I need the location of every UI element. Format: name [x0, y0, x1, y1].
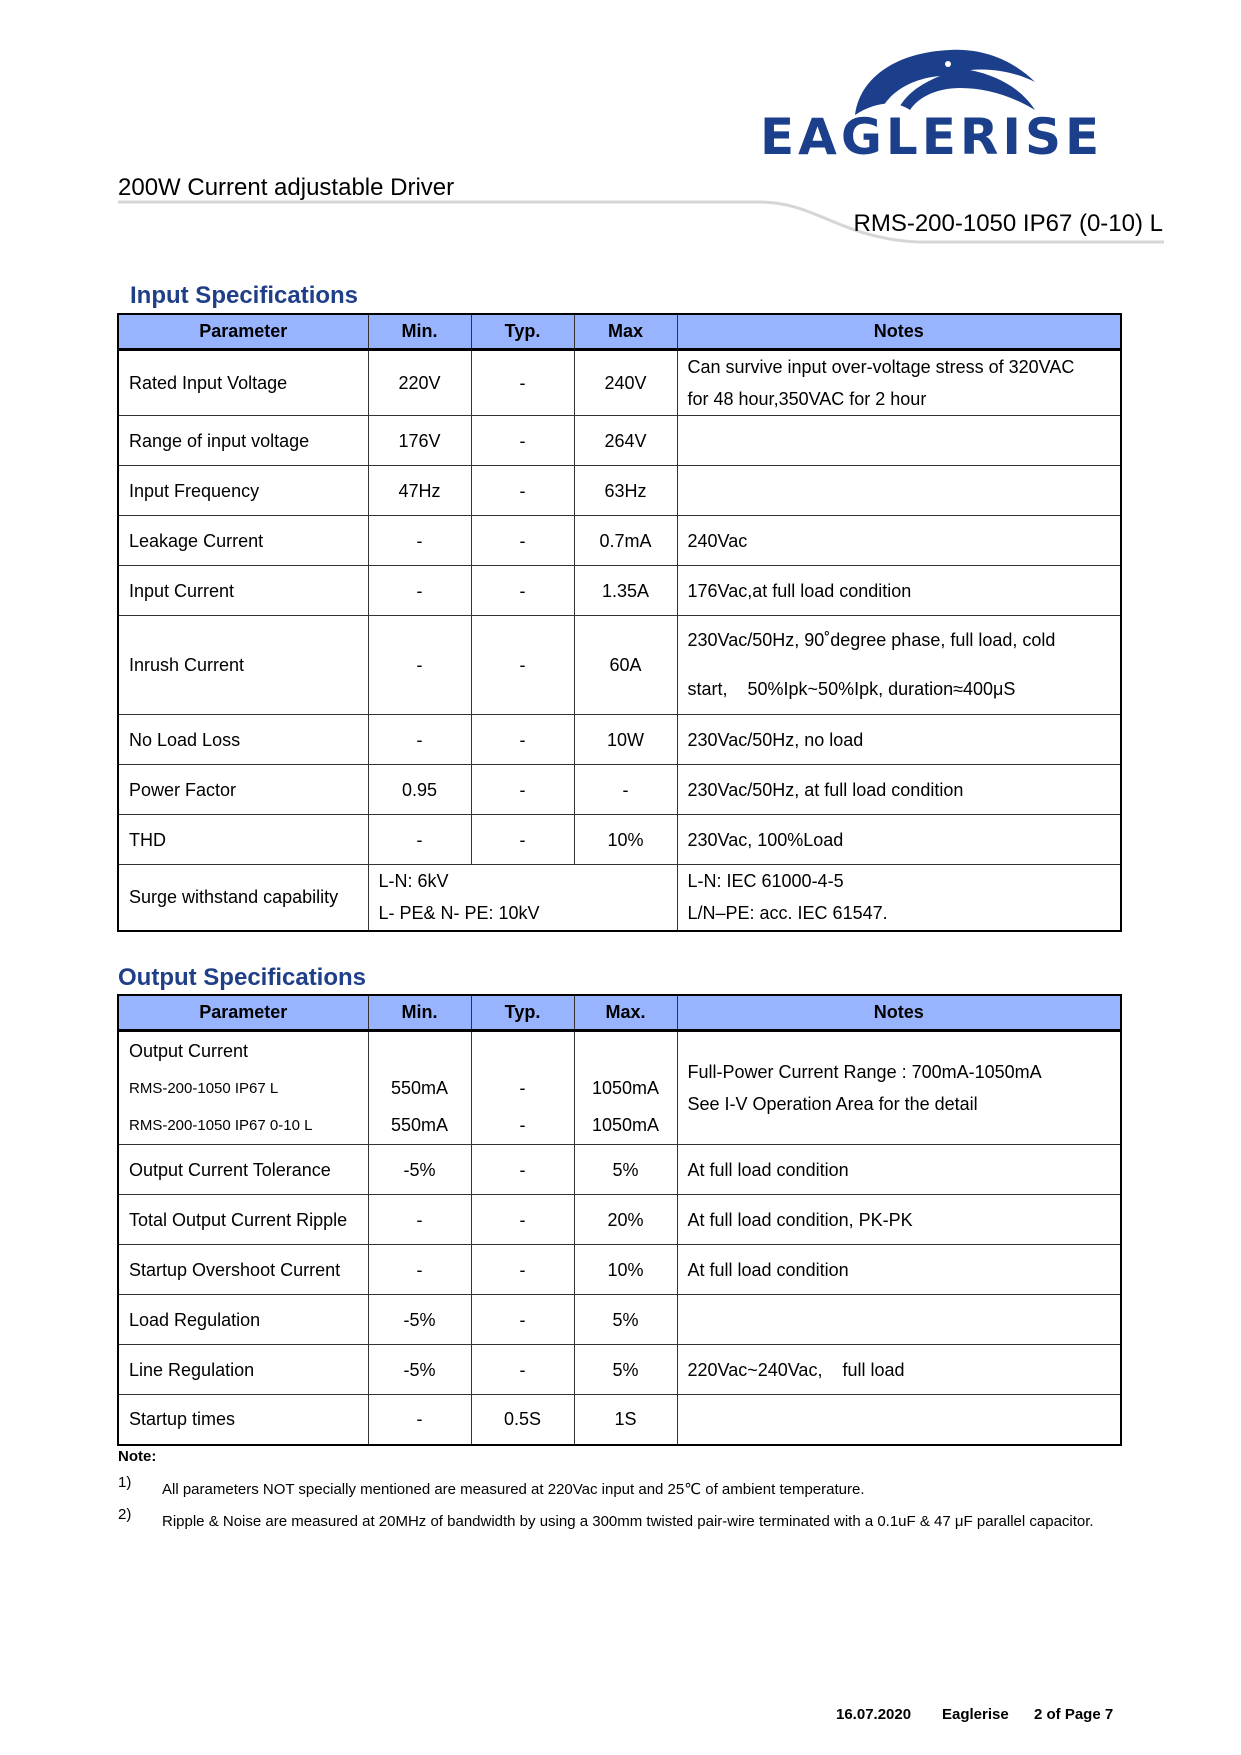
table-row: [118, 1031, 1121, 1145]
model-variant-label: RMS-200-1050 IP67 L: [129, 1079, 279, 1097]
output-specs-title: Output Specifications: [118, 964, 367, 991]
column-header: Typ.: [471, 314, 574, 350]
typ-cell: -: [471, 1145, 574, 1195]
notes-line: L/N–PE: acc. IEC 61547.: [687, 903, 888, 924]
notes-line: See I-V Operation Area for the detail: [687, 1094, 978, 1114]
table-row: [118, 1345, 1121, 1395]
table-row: [118, 1195, 1121, 1245]
typ-cell: -: [471, 1345, 574, 1395]
note-text: All parameters NOT specially mentioned are measured at 220Vac input and 25℃ of ambient temperature.: [162, 1481, 865, 1498]
table-row: [118, 715, 1121, 765]
min-cell: -: [368, 566, 471, 616]
input-specs-title: Input Specifications: [130, 282, 359, 309]
min-cell: -: [368, 1395, 471, 1445]
table-row: [118, 616, 1121, 715]
typ-cell: -: [471, 616, 574, 715]
notes-cell: At full load condition, PK-PK: [677, 1195, 1121, 1245]
column-header: Notes: [677, 995, 1121, 1031]
max-value: 1050mA: [591, 1077, 660, 1098]
table-row: [118, 1245, 1121, 1295]
notes-cell: At full load condition: [677, 1145, 1121, 1195]
typ-cell: -: [471, 566, 574, 616]
notes-cell: 230Vac/50Hz, at full load condition: [677, 765, 1121, 815]
notes-line: for 48 hour,350VAC for 2 hour: [687, 389, 927, 409]
min-cell: -5%: [368, 1145, 471, 1195]
max-cell: 63Hz: [574, 466, 677, 516]
note-text: Ripple & Noise are measured at 20MHz of bandwidth by using a 300mm twisted pair-wire terminated with a 0.1uF & 47 μF parallel capacitor.: [162, 1513, 1094, 1530]
notes-cell: 240Vac: [677, 516, 1121, 566]
typ-cell: -: [471, 416, 574, 466]
notes-title: Note:: [118, 1448, 157, 1465]
min-cell: -5%: [368, 1345, 471, 1395]
param-cell: Total Output Current Ripple: [118, 1195, 368, 1245]
param-cell: Startup Overshoot Current: [118, 1245, 368, 1295]
max-cell: 5%: [574, 1145, 677, 1195]
typ-value: -: [519, 1114, 526, 1135]
param-cell: Surge withstand capability: [118, 865, 368, 931]
note-number: 1): [118, 1474, 132, 1491]
typ-cell: 0.5S: [471, 1395, 574, 1445]
param-cell: THD: [118, 815, 368, 865]
model-number: RMS-200-1050 IP67 (0-10) L: [853, 210, 1163, 237]
table-row: [118, 1145, 1121, 1195]
model-variant-label: RMS-200-1050 IP67 0-10 L: [129, 1116, 313, 1134]
max-cell: 240V: [574, 350, 677, 416]
max-cell: -: [574, 765, 677, 815]
notes-cell: [677, 1295, 1121, 1345]
notes-cell: 220Vac~240Vac, full load: [677, 1345, 1121, 1395]
notes-cell: [677, 416, 1121, 466]
param-line: Output Current: [129, 1040, 249, 1061]
typ-cell: -: [471, 516, 574, 566]
max-cell: 10%: [574, 815, 677, 865]
max-cell: [574, 1031, 677, 1145]
param-cell: Rated Input Voltage: [118, 350, 368, 416]
notes-cell: 176Vac,at full load condition: [677, 566, 1121, 616]
notes-cell: [677, 1031, 1121, 1145]
input-specs-table: [117, 313, 1122, 932]
min-value: 550mA: [390, 1077, 449, 1098]
param-cell: Power Factor: [118, 765, 368, 815]
param-cell: Load Regulation: [118, 1295, 368, 1345]
min-cell: -5%: [368, 1295, 471, 1345]
notes-cell: 230Vac/50Hz, no load: [677, 715, 1121, 765]
min-value: 550mA: [390, 1114, 449, 1135]
table-row: [118, 466, 1121, 516]
notes-cell: At full load condition: [677, 1245, 1121, 1295]
max-cell: 1.35A: [574, 566, 677, 616]
param-cell: Output Current Tolerance: [118, 1145, 368, 1195]
notes-cell: [677, 1395, 1121, 1445]
min-cell: 47Hz: [368, 466, 471, 516]
table-header-row: [118, 995, 1121, 1031]
param-cell: [118, 1031, 368, 1145]
max-cell: 60A: [574, 616, 677, 715]
column-header: Notes: [677, 314, 1121, 350]
table-header-row: [118, 314, 1121, 350]
column-header: Parameter: [118, 314, 368, 350]
notes-cell: [677, 466, 1121, 516]
param-cell: Inrush Current: [118, 616, 368, 715]
max-cell: 0.7mA: [574, 516, 677, 566]
output-specs-table: [117, 994, 1122, 1446]
max-cell: 1S: [574, 1395, 677, 1445]
typ-cell: -: [471, 1195, 574, 1245]
param-cell: Input Current: [118, 566, 368, 616]
min-cell: -: [368, 715, 471, 765]
table-row: [118, 1395, 1121, 1445]
max-cell: 5%: [574, 1345, 677, 1395]
max-cell: 20%: [574, 1195, 677, 1245]
notes-line: start, 50%Ipk~50%Ipk, duration≈400μS: [687, 679, 1016, 699]
param-cell: Line Regulation: [118, 1345, 368, 1395]
max-value: 1050mA: [591, 1114, 660, 1135]
typ-cell: [471, 1031, 574, 1145]
param-cell: Range of input voltage: [118, 416, 368, 466]
table-row: [118, 765, 1121, 815]
max-cell: 264V: [574, 416, 677, 466]
column-header: Typ.: [471, 995, 574, 1031]
param-cell: Input Frequency: [118, 466, 368, 516]
table-row: [118, 1295, 1121, 1345]
table-row: [118, 566, 1121, 616]
min-cell: -: [368, 616, 471, 715]
min-cell: [368, 1031, 471, 1145]
min-cell: -: [368, 815, 471, 865]
typ-cell: -: [471, 466, 574, 516]
note-number: 2): [118, 1506, 132, 1523]
min-cell: 0.95: [368, 765, 471, 815]
max-cell: 5%: [574, 1295, 677, 1345]
column-header: Max: [574, 314, 677, 350]
table-row: [118, 350, 1121, 416]
min-cell: -: [368, 1245, 471, 1295]
logo-wordmark: EAGLERISE: [760, 108, 1104, 166]
notes-cell: [677, 350, 1121, 416]
param-cell: Leakage Current: [118, 516, 368, 566]
min-cell: 220V: [368, 350, 471, 416]
min-cell: -: [368, 1195, 471, 1245]
typ-value: -: [519, 1077, 526, 1098]
typ-cell: -: [471, 715, 574, 765]
typ-cell: -: [471, 1295, 574, 1345]
max-cell: 10W: [574, 715, 677, 765]
table-row: [118, 416, 1121, 466]
typ-cell: -: [471, 765, 574, 815]
notes-line: L-N: IEC 61000-4-5: [687, 871, 844, 892]
notes-line: Can survive input over-voltage stress of 320VAC: [687, 357, 1075, 377]
column-header: Min.: [368, 995, 471, 1031]
typ-cell: -: [471, 815, 574, 865]
notes-cell: 230Vac, 100%Load: [677, 815, 1121, 865]
surge-values-cell: [368, 865, 677, 931]
footer-company: Eaglerise: [942, 1706, 1009, 1723]
footer-date: 16.07.2020: [836, 1706, 912, 1723]
param-cell: No Load Loss: [118, 715, 368, 765]
min-cell: 176V: [368, 416, 471, 466]
param-cell: Startup times: [118, 1395, 368, 1445]
notes-cell: [677, 616, 1121, 715]
typ-cell: -: [471, 1245, 574, 1295]
notes-cell: [677, 865, 1121, 931]
footer-page-number: 2 of Page 7: [1034, 1706, 1114, 1723]
column-header: Parameter: [118, 995, 368, 1031]
document-title: 200W Current adjustable Driver: [118, 174, 455, 201]
min-cell: -: [368, 516, 471, 566]
table-row: [118, 815, 1121, 865]
notes-line: 230Vac/50Hz, 90˚degree phase, full load, cold: [687, 630, 1056, 650]
column-header: Min.: [368, 314, 471, 350]
surge-value-line: L- PE& N- PE: 10kV: [378, 903, 540, 924]
max-cell: 10%: [574, 1245, 677, 1295]
typ-cell: -: [471, 350, 574, 416]
column-header: Max.: [574, 995, 677, 1031]
table-row: [118, 865, 1121, 931]
notes-line: Full-Power Current Range : 700mA-1050mA: [687, 1062, 1042, 1082]
surge-value-line: L-N: 6kV: [378, 871, 449, 892]
table-row: [118, 516, 1121, 566]
